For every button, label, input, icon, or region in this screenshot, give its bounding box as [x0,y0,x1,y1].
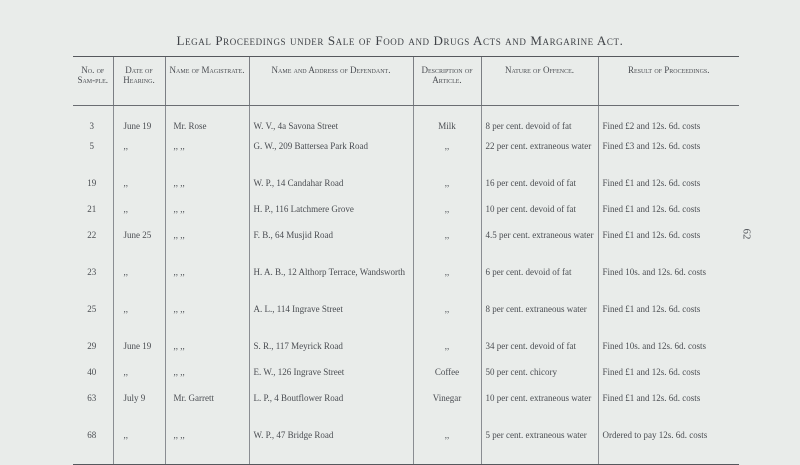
result-cell: Fined £1 and 12s. 6d. costs [598,367,739,393]
result-cell: Fined £3 and 12s. 6d. costs [598,141,739,178]
hearing-date-cell: June 19 [113,106,165,142]
sample-no-cell: 21 [87,204,97,214]
table-row [73,393,739,430]
hearing-date-cell: ,, [113,141,165,178]
article-cell: ,, [413,230,481,267]
header-result: Result of Proceedings. [598,57,739,106]
result-cell: Fined £1 and 12s. 6d. costs [598,230,739,267]
result-cell: Fined £1 and 12s. 6d. costs [598,393,739,430]
sample-no-cell: 5 [89,141,94,151]
sample-no-cell: 68 [73,430,113,465]
hearing-date-cell: ,, [113,178,165,204]
article-cell: ,, [413,178,481,204]
offence-cell: 5 per cent. extraneous water [481,430,598,465]
magistrate-cell: ,, ,, [165,204,249,230]
header-date: Date of Hearing. [113,57,165,106]
hearing-date-cell: ,, [113,204,165,230]
defendant-cell: W. P., 47 Bridge Road [249,430,413,465]
header-magistrate: Name of Magistrate. [165,57,249,106]
result-cell: Fined 10s. and 12s. 6d. costs [598,341,739,367]
sample-no-cell: 29 [87,341,97,351]
table-row [73,304,739,341]
defendant-cell: F. B., 64 Musjid Road [249,230,413,267]
magistrate-cell: ,, ,, [165,230,249,267]
hearing-date-cell: ,, [113,304,165,341]
hearing-date-cell: ,, [113,367,165,393]
table-row [73,367,739,393]
header-sample-no: No. of Sam-ple. [73,57,113,106]
offence-cell: 6 per cent. devoid of fat [481,267,598,304]
article-cell: Coffee [413,367,481,393]
result-cell: Fined £2 and 12s. 6d. costs [598,106,739,142]
header-article: Description of Article. [413,57,481,106]
table-row [73,230,739,267]
magistrate-cell: Mr. Rose [165,106,249,142]
magistrate-cell: ,, ,, [165,367,249,393]
hearing-date-cell: June 19 [113,341,165,367]
sample-no-cell: 22 [87,230,97,240]
article-cell: Vinegar [413,393,481,430]
table-row [73,204,739,230]
article-cell: ,, [413,141,481,178]
article-cell: ,, [413,430,481,465]
result-cell: Ordered to pay 12s. 6d. costs [598,430,739,465]
magistrate-cell: Mr. Garrett [165,393,249,430]
table-row [73,341,739,367]
offence-cell: 10 per cent. extraneous water [481,393,598,430]
offence-cell: 16 per cent. devoid of fat [481,178,598,204]
table-row [73,106,739,142]
magistrate-cell: ,, ,, [165,341,249,367]
magistrate-cell: ,, ,, [165,430,249,465]
page-title: Legal Proceedings under Sale of Food and Drugs Acts and Margarine Act. [176,33,624,48]
article-cell: Milk [413,106,481,142]
table-row [73,178,739,204]
page-number: 62 [740,228,753,240]
defendant-cell: H. P., 116 Latchmere Grove [249,204,413,230]
offence-cell: 10 per cent. devoid of fat [481,204,598,230]
article-cell: ,, [413,341,481,367]
article-cell: ,, [413,267,481,304]
result-cell: Fined 10s. and 12s. 6d. costs [598,267,739,304]
table-header-row [73,57,739,106]
result-cell: Fined £1 and 12s. 6d. costs [598,304,739,341]
offence-cell: 4.5 per cent. extraneous water [481,230,598,267]
defendant-cell: E. W., 126 Ingrave Street [249,367,413,393]
offence-cell: 34 per cent. devoid of fat [481,341,598,367]
table-row [73,141,739,178]
hearing-date-cell: June 25 [113,230,165,267]
hearing-date-cell: ,, [113,430,165,465]
article-cell: ,, [413,204,481,230]
defendant-cell: H. A. B., 12 Althorp Terrace, Wandsworth [249,267,413,304]
offence-cell: 8 per cent. extraneous water [481,304,598,341]
offence-cell: 22 per cent. extraneous water [481,141,598,178]
magistrate-cell: ,, ,, [165,267,249,304]
sample-no-cell: 25 [87,304,97,314]
defendant-cell: W. V., 4a Savona Street [249,106,413,142]
header-offence: Nature of Offence. [481,57,598,106]
hearing-date-cell: July 9 [113,393,165,430]
defendant-cell: G. W., 209 Battersea Park Road [249,141,413,178]
sample-no-cell: 19 [87,178,97,188]
sample-no-cell: 40 [87,367,97,377]
table-row [73,430,739,465]
magistrate-cell: ,, ,, [165,304,249,341]
result-cell: Fined £1 and 12s. 6d. costs [598,204,739,230]
defendant-cell: L. P., 4 Boutflower Road [249,393,413,430]
magistrate-cell: ,, ,, [165,141,249,178]
table-row [73,267,739,304]
hearing-date-cell: ,, [113,267,165,304]
result-cell: Fined £1 and 12s. 6d. costs [598,178,739,204]
defendant-cell: W. P., 14 Candahar Road [249,178,413,204]
magistrate-cell: ,, ,, [165,178,249,204]
header-defendant: Name and Address of Defendant. [249,57,413,106]
offence-cell: 8 per cent. devoid of fat [481,106,598,142]
sample-no-cell: 63 [87,393,97,403]
defendant-cell: S. R., 117 Meyrick Road [249,341,413,367]
defendant-cell: A. L., 114 Ingrave Street [249,304,413,341]
article-cell: ,, [413,304,481,341]
sample-no-cell: 3 [89,121,94,131]
sample-no-cell: 23 [87,267,97,277]
proceedings-table [73,56,739,465]
offence-cell: 50 per cent. chicory [481,367,598,393]
